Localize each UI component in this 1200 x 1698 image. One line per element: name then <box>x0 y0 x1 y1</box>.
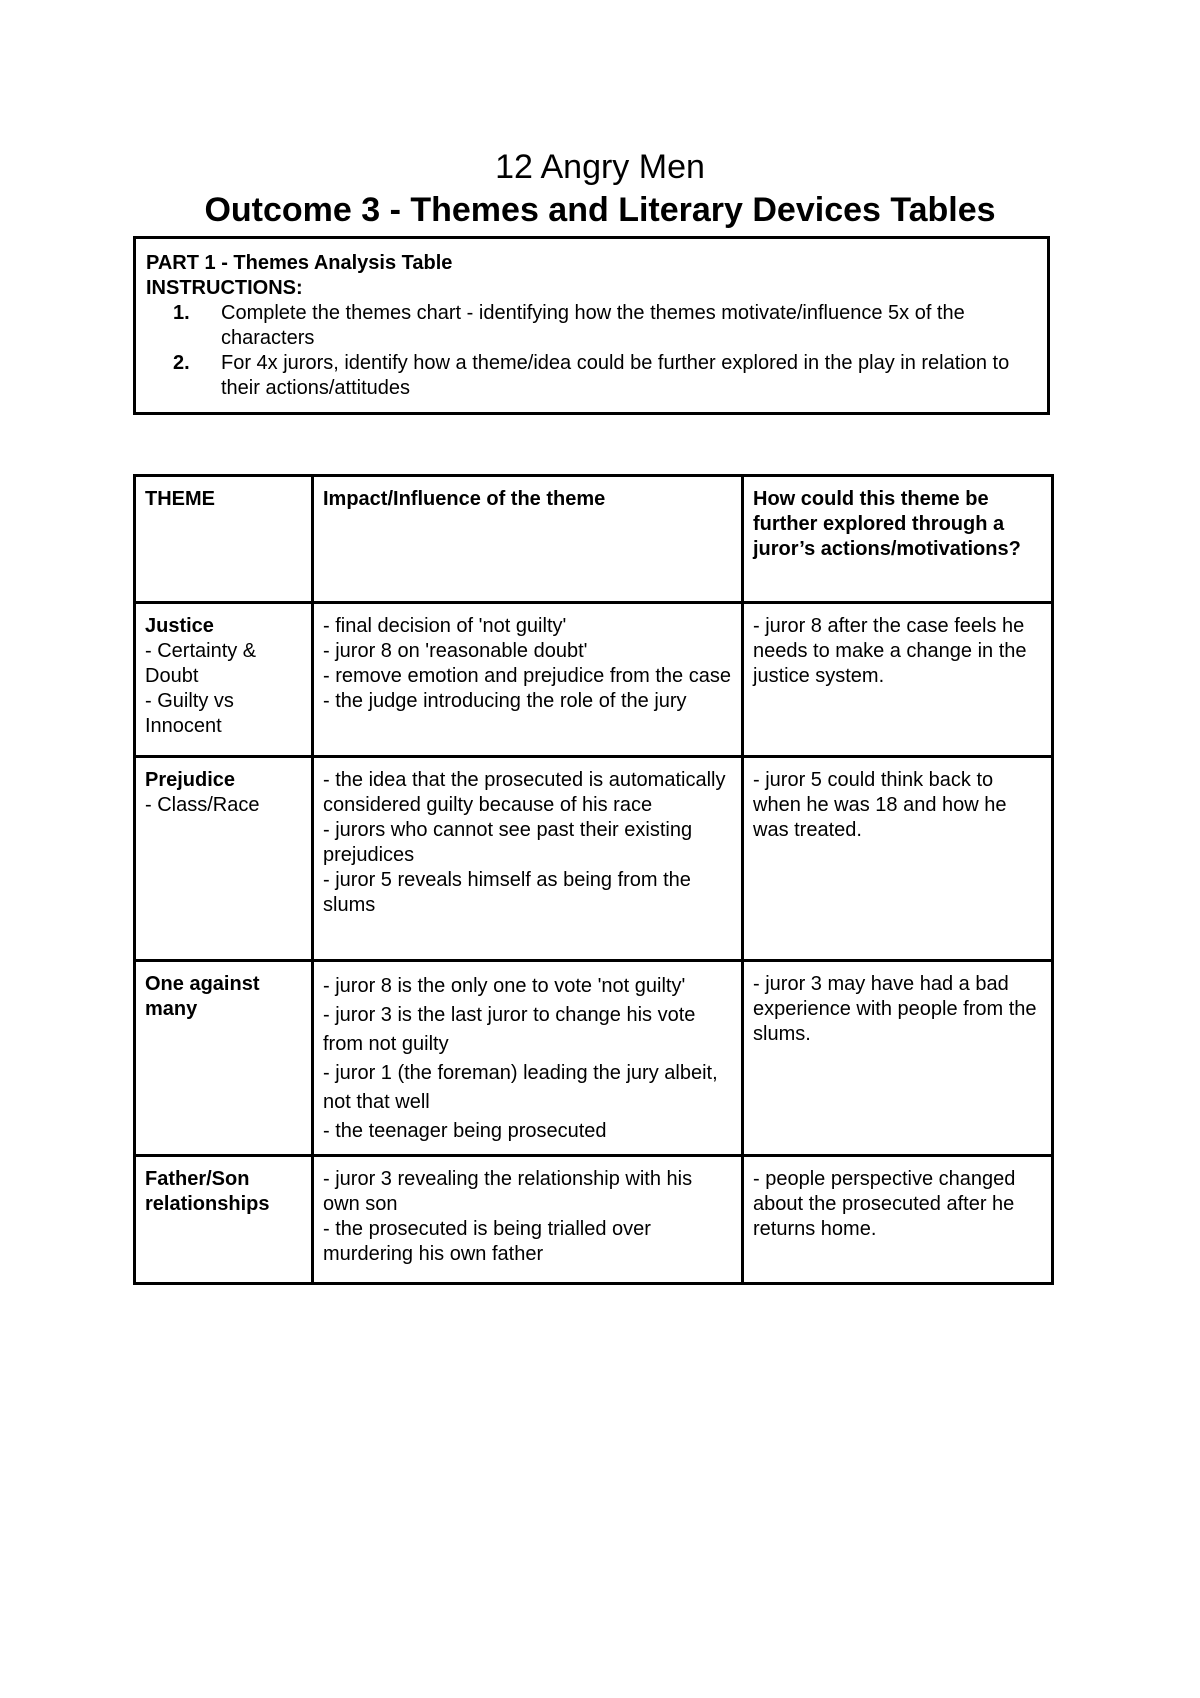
impact-point: - juror 5 reveals himself as being from the slums <box>323 869 691 916</box>
theme-cell <box>135 757 313 961</box>
instructions-heading: INSTRUCTIONS: <box>146 277 303 299</box>
impact-point: - juror 8 is the only one to vote 'not guilty' <box>323 975 686 997</box>
header-explored: How could this theme be further explored through a juror’s actions/motivations? <box>743 476 1053 603</box>
impact-point: - juror 8 on 'reasonable doubt' <box>323 640 588 662</box>
impact-cell <box>313 603 743 757</box>
instruction-item <box>146 351 1037 401</box>
impact-point: - final decision of 'not guilty' <box>323 615 567 637</box>
instructions-list <box>146 301 1037 401</box>
instruction-text: For 4x jurors, identify how a theme/idea could be further explored in the play in relation to their actions/attitudes <box>221 352 1010 399</box>
impact-cell <box>313 757 743 961</box>
theme-cell <box>135 603 313 757</box>
subtheme: - Class/Race <box>145 794 260 816</box>
impact-point: - the prosecuted is being trialled over murdering his own father <box>323 1218 651 1265</box>
theme-name: One against many <box>145 973 260 1020</box>
impact-cell <box>313 1156 743 1284</box>
explored-point: - juror 5 could think back to when he was 18 and how he was treated. <box>753 769 1007 841</box>
impact-point: - the idea that the prosecuted is automatically considered guilty because of his race <box>323 769 726 816</box>
header-theme: THEME <box>135 476 313 603</box>
table-row <box>135 603 1053 757</box>
header-impact: Impact/Influence of the theme <box>313 476 743 603</box>
explored-point: - juror 8 after the case feels he needs to make a change in the justice system. <box>753 615 1027 687</box>
impact-point: - the judge introducing the role of the jury <box>323 690 687 712</box>
explored-point: - people perspective changed about the prosecuted after he returns home. <box>753 1168 1016 1240</box>
impact-point: - jurors who cannot see past their existing prejudices <box>323 819 693 866</box>
subtheme: - Certainty & Doubt <box>145 640 257 687</box>
table-row <box>135 961 1053 1156</box>
theme-name: Father/Son relationships <box>145 1168 270 1215</box>
theme-name: Justice <box>145 615 214 637</box>
impact-cell <box>313 961 743 1156</box>
document-title: 12 Angry Men <box>495 148 705 186</box>
table-header-row <box>135 476 1053 603</box>
instruction-text: Complete the themes chart - identifying how the themes motivate/influence 5x of the characters <box>221 302 965 349</box>
part-title: PART 1 - Themes Analysis Table <box>146 252 453 274</box>
instructions-box <box>133 236 1050 415</box>
theme-cell <box>135 1156 313 1284</box>
themes-table <box>133 474 1054 1285</box>
explored-cell <box>743 961 1053 1156</box>
impact-point: - juror 3 is the last juror to change his vote from not guilty <box>323 1004 696 1055</box>
instruction-number: 1. <box>173 302 190 324</box>
impact-point: - remove emotion and prejudice from the case <box>323 665 731 687</box>
explored-point: - juror 3 may have had a bad experience with people from the slums. <box>753 973 1037 1045</box>
document-subtitle: Outcome 3 - Themes and Literary Devices Tables <box>204 191 996 229</box>
theme-name: Prejudice <box>145 769 236 791</box>
theme-cell <box>135 961 313 1156</box>
impact-point: - juror 1 (the foreman) leading the jury albeit, not that well <box>323 1062 718 1113</box>
explored-cell <box>743 757 1053 961</box>
table-row <box>135 1156 1053 1284</box>
explored-cell <box>743 603 1053 757</box>
explored-cell <box>743 1156 1053 1284</box>
table-row <box>135 757 1053 961</box>
subtheme: - Guilty vs Innocent <box>145 690 234 737</box>
impact-point: - the teenager being prosecuted <box>323 1120 607 1142</box>
instruction-number: 2. <box>173 352 190 374</box>
impact-point: - juror 3 revealing the relationship with his own son <box>323 1168 693 1215</box>
instruction-item <box>146 301 1037 351</box>
